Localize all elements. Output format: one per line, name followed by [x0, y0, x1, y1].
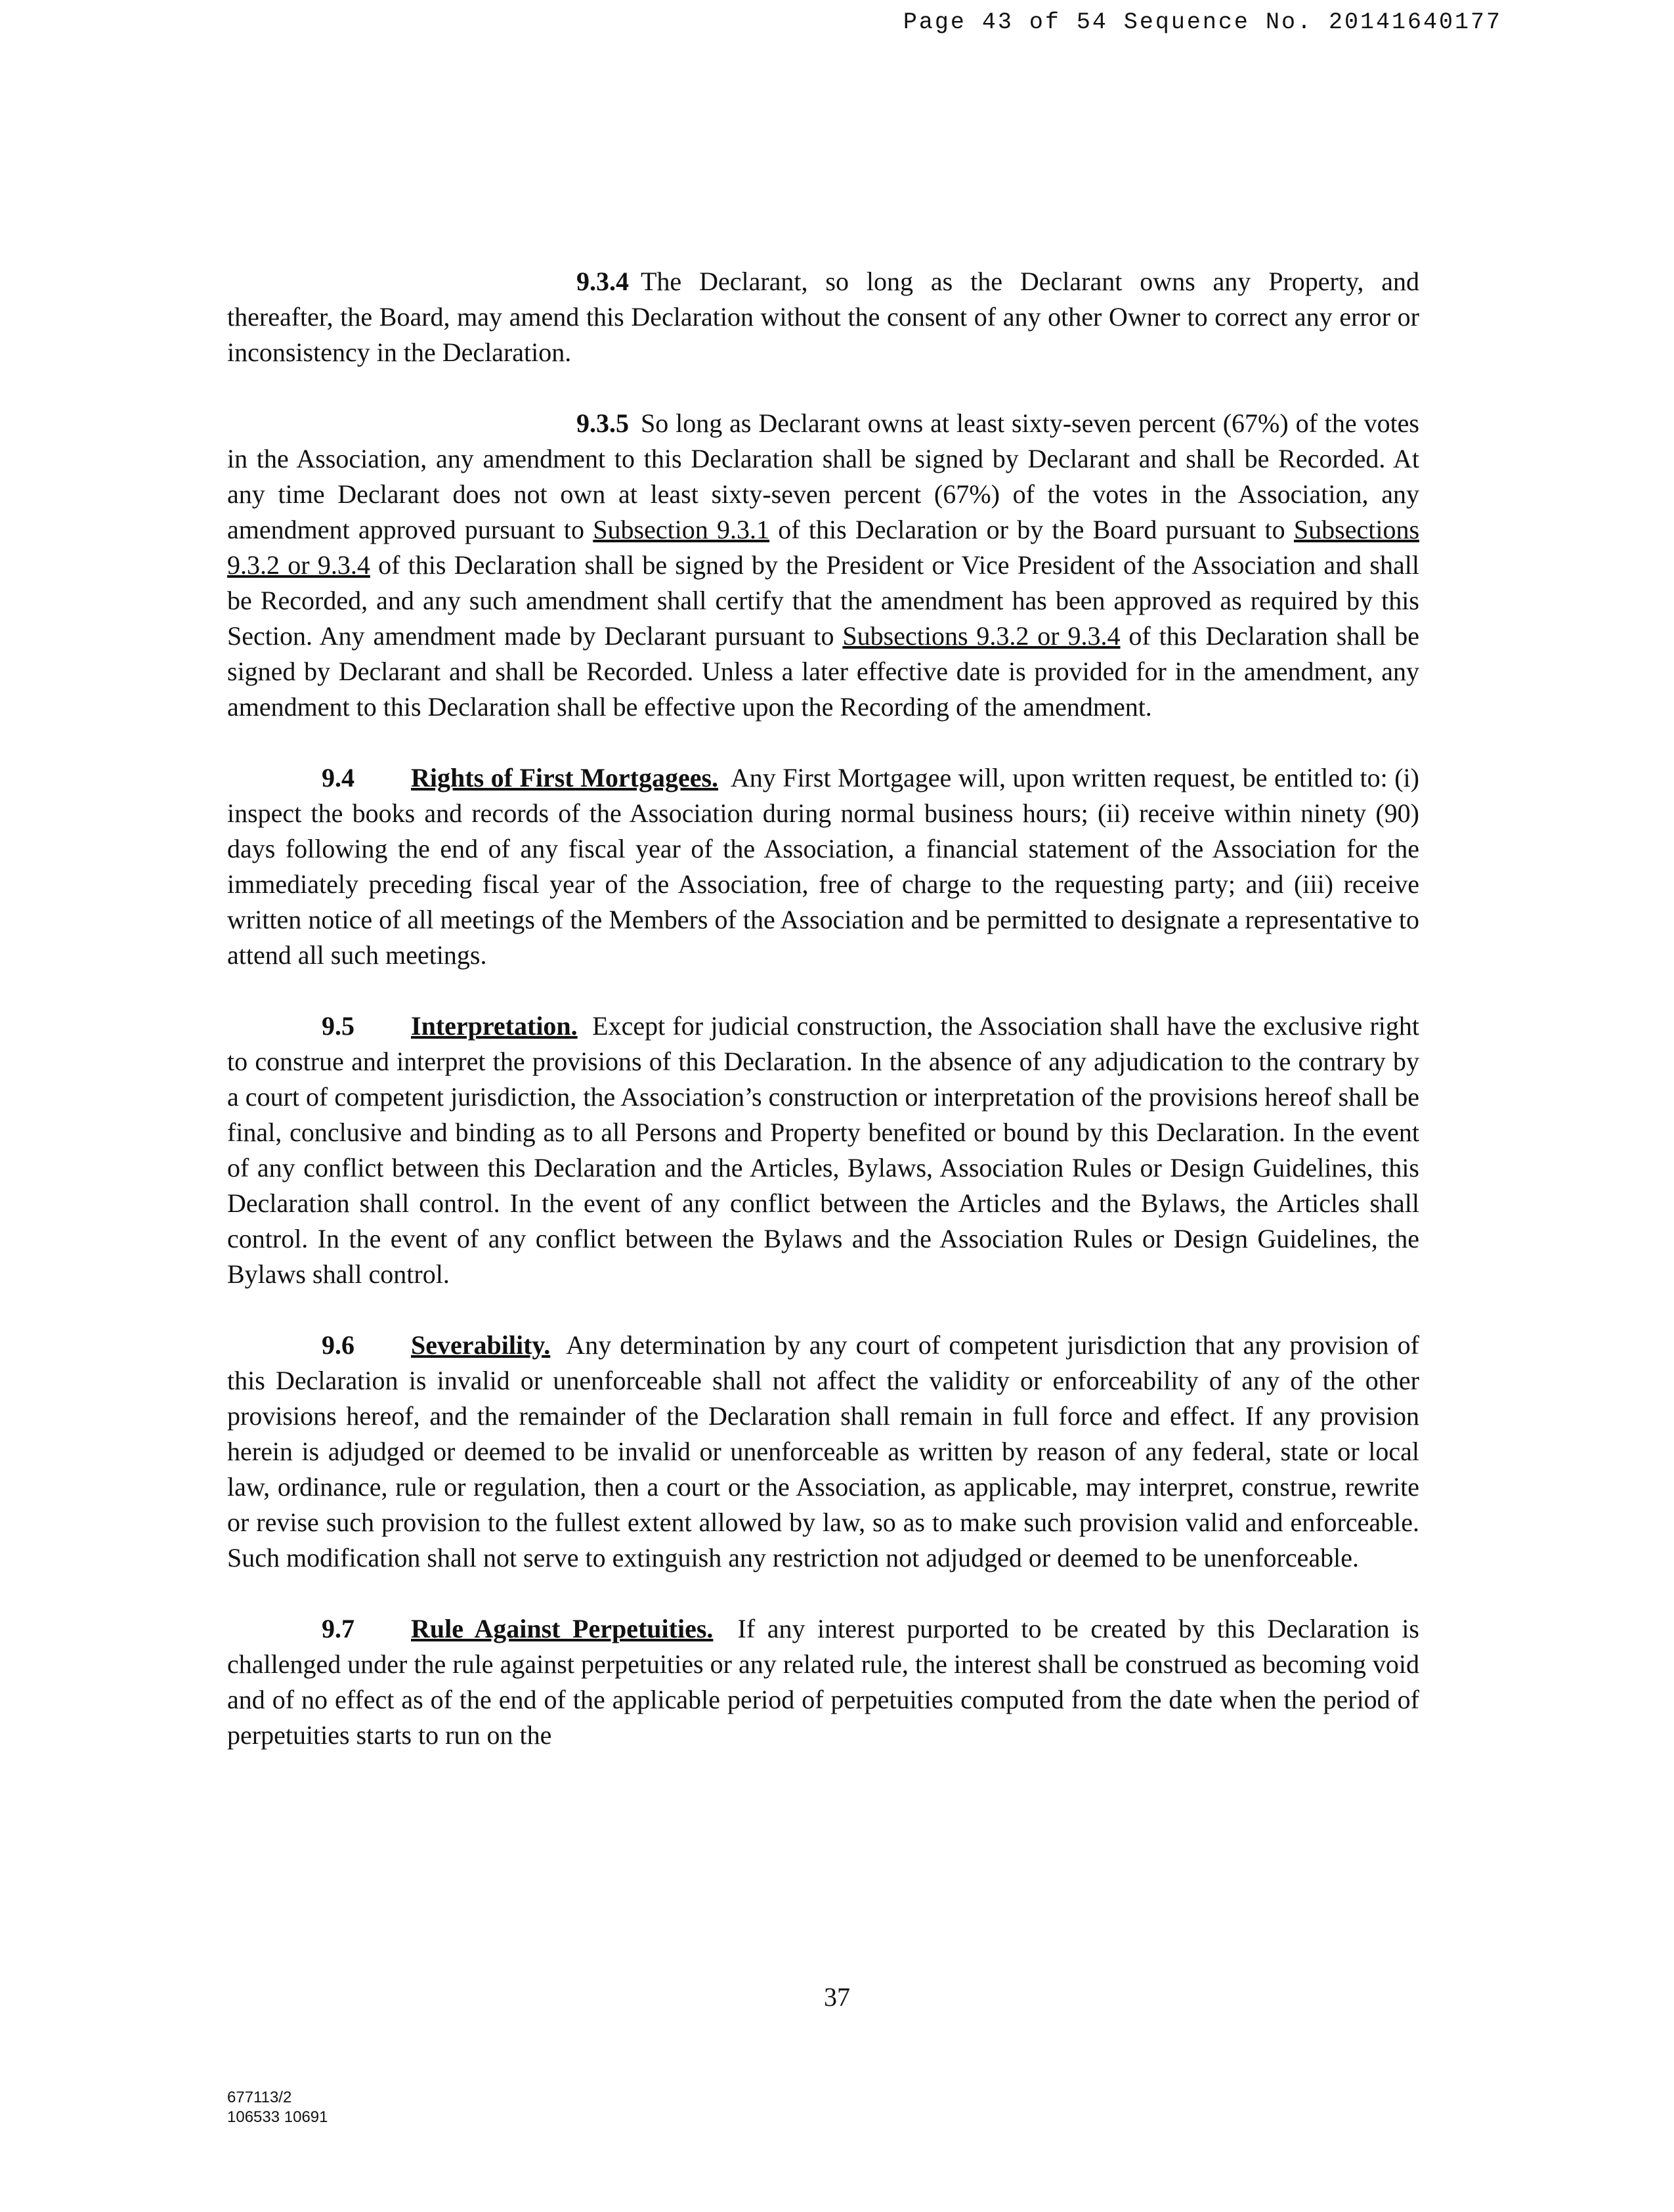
cross-reference: Subsections 9.3.2 or 9.3.4 [842, 621, 1121, 651]
section-heading: Severability. [411, 1330, 551, 1360]
page-number: 37 [824, 1982, 850, 2012]
section-text: The Declarant, so long as the Declarant owns any Property, and thereafter, the Board, may amend this Declaration without the consent of any other Owner to correct any error or inconsistency in the Declaration. [227, 267, 1419, 367]
sequence-header: Page 43 of 54 Sequence No. 20141640177 [903, 9, 1502, 35]
section-text: of this Declaration or by the Board pursuant to [769, 515, 1294, 544]
section-number: 9.7 [322, 1614, 354, 1643]
document-id [227, 2088, 328, 2127]
document-id-line: 677113/2 [227, 2089, 292, 2106]
section-9-3-4 [227, 264, 1419, 370]
section-text: Except for judicial construction, the Association shall have the exclusive right to construe and interpret the provisions of this Declaration. In the absence of any adjudication to the contrary by a court of competent jurisdiction, the Association’s construction or interpretation of the provisions hereof shall be final, conclusive and binding as to all Persons and Property benefited or bound by this Declaration. In the event of any conflict between this Declaration and the Articles, Bylaws, Association Rules or Design Guidelines, this Declaration shall control. In the event of any conflict between the Articles and the Bylaws, the Articles shall control. In the event of any conflict between the Bylaws and the Association Rules or Design Guidelines, the Bylaws shall control. [227, 1011, 1419, 1289]
section-heading: Rights of First Mortgagees. [411, 763, 719, 792]
section-9-3-5 [227, 406, 1419, 725]
section-text: Any First Mortgagee will, upon written request, be entitled to: (i) inspect the books and records of the Association during normal business hours; (ii) receive within ninety (90) days following the end of any fiscal year of the Association, a financial statement of the Association for the immediately preceding fiscal year of the Association, free of charge to the requesting party; and (iii) receive written notice of all meetings of the Members of the Association and be permitted to designate a representative to attend all such meetings. [227, 763, 1419, 970]
section-number: 9.6 [322, 1330, 354, 1360]
section-9-6 [227, 1328, 1419, 1576]
section-heading: Rule Against Perpetuities. [411, 1614, 714, 1643]
section-9-7 [227, 1611, 1419, 1753]
document-id-line: 106533 10691 [227, 2108, 328, 2126]
section-number: 9.5 [322, 1011, 354, 1041]
cross-reference: Subsection 9.3.1 [593, 515, 770, 544]
section-heading: Interpretation. [411, 1011, 578, 1041]
section-text: Any determination by any court of competent jurisdiction that any provision of this Declaration is invalid or unenforceable shall not affect the validity or enforceability of any of the other provisions hereof, and the remainder of the Declaration shall remain in full force and effect. If any provision herein is adjudged or deemed to be invalid or unenforceable as written by reason of any federal, state or local law, ordinance, rule or regulation, then a court or the Association, as applicable, may interpret, construe, rewrite or revise such provision to the fullest extent allowed by law, so as to make such provision valid and enforceable. Such modification shall not serve to extinguish any restriction not adjudged or deemed to be unenforceable. [227, 1330, 1419, 1572]
section-text: So long as Declarant owns at least sixty-seven percent (67%) of the votes in the Association, any amendment to this Declaration shall be signed by Declarant and shall be Recorded. At any time Declarant does not own at least sixty-seven percent (67%) of the votes in the Association, any amendment approved pursuant to [227, 408, 1419, 544]
cross-reference: Subsections 9.3.2 or 9.3.4 [227, 515, 1420, 580]
section-number: 9.3.4 [576, 267, 629, 296]
section-number: 9.4 [322, 763, 354, 792]
section-text: of this Declaration shall be signed by the President or Vice President of the Association and shall be Recorded, and any such amendment shall certify that the amendment has been approved as required by this Section. Any amendment made by Declarant pursuant to [227, 550, 1419, 651]
section-number: 9.3.5 [576, 408, 629, 438]
section-9-5 [227, 1008, 1419, 1292]
section-9-4 [227, 760, 1419, 973]
document-body [227, 264, 1419, 1789]
section-text: If any interest purported to be created by this Declaration is challenged under the rule against perpetuities or any related rule, the interest shall be construed as becoming void and of no effect as of the end of the applicable period of perpetuities computed from the date when the period of perpetuities starts to run on the [227, 1614, 1419, 1750]
section-text: of this Declaration shall be signed by Declarant and shall be Recorded. Unless a later effective date is provided for in the amendment, any amendment to this Declaration shall be effective upon the Recording of the amendment. [227, 621, 1419, 722]
